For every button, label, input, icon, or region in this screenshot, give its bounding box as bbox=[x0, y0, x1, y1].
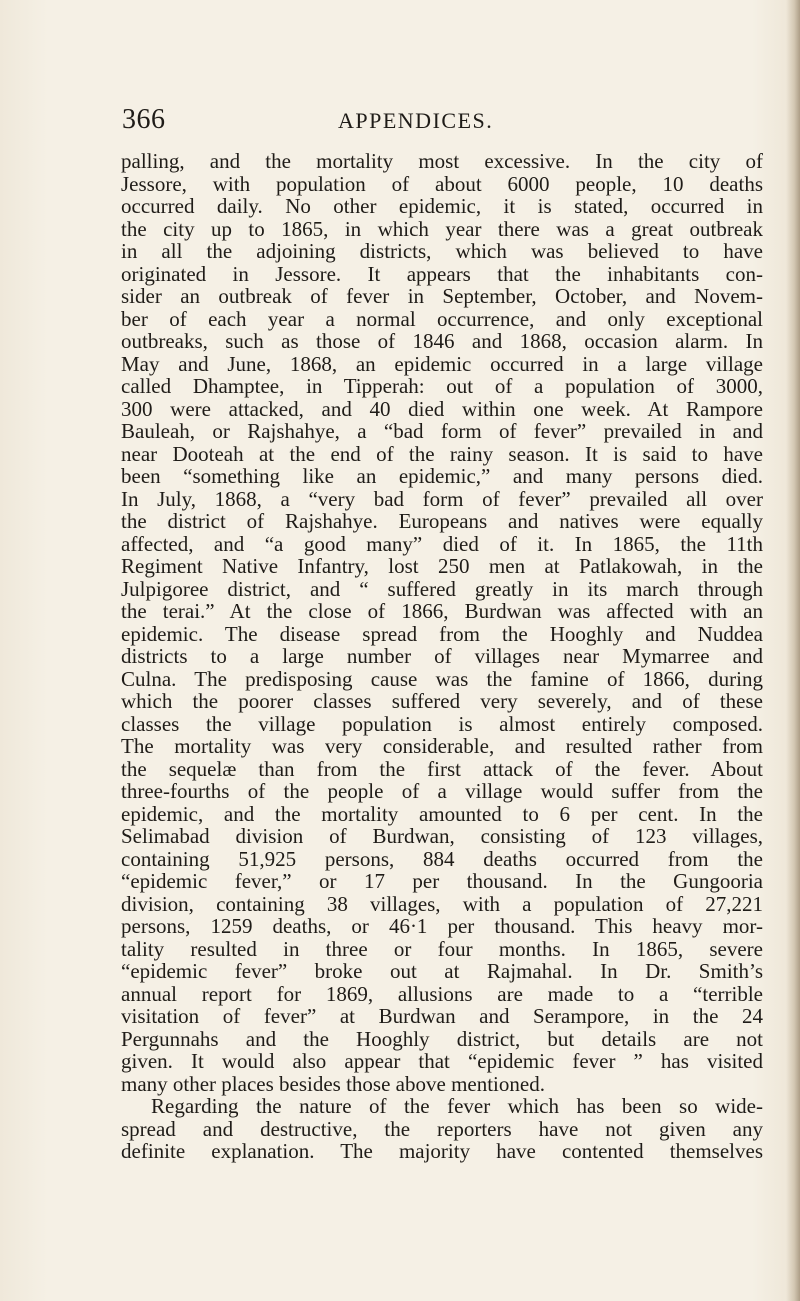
text-line: which the poorer classes suffered very severely, and of these bbox=[121, 689, 763, 713]
text-line: epidemic. The disease spread from the Hooghly and Nuddea bbox=[121, 621, 763, 646]
text-line: Culna. The predisposing cause was the famine of 1866, during bbox=[121, 666, 763, 691]
text-line: sider an outbreak of fever in September, October, and Novem- bbox=[121, 284, 763, 308]
text-line: May and June, 1868, an epidemic occurred in a large village bbox=[121, 351, 763, 376]
text-line: near Dooteah at the end of the rainy season. It is said to have bbox=[121, 441, 763, 466]
text-line: visitation of fever” at Burdwan and Serampore, in the 24 bbox=[121, 1004, 763, 1028]
page-edge-shadow bbox=[786, 0, 800, 1301]
text-line: “epidemic fever,” or 17 per thousand. In the Gungooria bbox=[121, 869, 763, 893]
text-line: definite explanation. The majority have contented themselves bbox=[121, 1139, 763, 1163]
text-line: the terai.” At the close of 1866, Burdwan was affected with an bbox=[121, 599, 763, 623]
running-head: APPENDICES. bbox=[338, 108, 494, 133]
text-line: originated in Jessore. It appears that the inhabitants con- bbox=[121, 261, 763, 286]
text-line: affected, and “a good many” died of it. In 1865, the 11th bbox=[121, 531, 763, 556]
text-line: 300 were attacked, and 40 died within one week. At Rampore bbox=[121, 396, 763, 421]
text-line: classes the village population is almost entirely composed. bbox=[121, 711, 763, 736]
page-number: 366 bbox=[122, 104, 166, 135]
text-line: containing 51,925 persons, 884 deaths occurred from the bbox=[121, 846, 763, 871]
text-line: in all the adjoining districts, which was believed to have bbox=[121, 239, 763, 263]
text-line: many other places besides those above mentioned. bbox=[121, 1071, 545, 1096]
text-line: division, containing 38 villages, with a population of 27,221 bbox=[121, 891, 763, 916]
text-line: tality resulted in three or four months. In 1865, severe bbox=[121, 936, 763, 961]
text-line: been “something like an epidemic,” and many persons died. bbox=[121, 464, 763, 488]
text-line: annual report for 1869, allusions are made to a “terrible bbox=[121, 981, 763, 1006]
text-line: Regarding the nature of the fever which has been so wide- bbox=[151, 1094, 763, 1118]
text-line: districts to a large number of villages near Mymarree and bbox=[121, 644, 763, 668]
text-line: The mortality was very considerable, and resulted rather from bbox=[121, 734, 763, 758]
text-line: Pergunnahs and the Hooghly district, but details are not bbox=[121, 1026, 763, 1051]
text-line: called Dhamptee, in Tipperah: out of a population of 3000, bbox=[121, 374, 763, 398]
text-line: “epidemic fever” broke out at Rajmahal. In Dr. Smith’s bbox=[121, 959, 763, 983]
text-line: epidemic, and the mortality amounted to 6 per cent. In the bbox=[121, 801, 763, 826]
text-line: the city up to 1865, in which year there was a great outbreak bbox=[121, 216, 763, 241]
text-line: Jessore, with population of about 6000 people, 10 deaths bbox=[121, 171, 763, 196]
text-line: spread and destructive, the reporters have not given any bbox=[121, 1116, 763, 1141]
text-line: the district of Rajshahye. Europeans and natives were equally bbox=[121, 509, 763, 533]
text-line: Julpigoree district, and “ suffered greatly in its march through bbox=[121, 576, 763, 601]
text-line: persons, 1259 deaths, or 46·1 per thousand. This heavy mor- bbox=[121, 914, 763, 938]
text-line: Bauleah, or Rajshahye, a “bad form of fever” prevailed in and bbox=[121, 419, 763, 443]
text-line: ber of each year a normal occurrence, and only exceptional bbox=[121, 306, 763, 331]
text-line: the sequelæ than from the first attack of the fever. About bbox=[121, 756, 763, 781]
text-line: Regiment Native Infantry, lost 250 men at Patlakowah, in the bbox=[121, 554, 763, 578]
text-line: outbreaks, such as those of 1846 and 1868, occasion alarm. In bbox=[121, 329, 763, 353]
text-line: In July, 1868, a “very bad form of fever” prevailed all over bbox=[121, 486, 763, 511]
text-line: Selimabad division of Burdwan, consisting of 123 villages, bbox=[121, 824, 763, 848]
page-header bbox=[122, 104, 762, 138]
text-line: three-fourths of the people of a village would suffer from the bbox=[121, 779, 763, 803]
body-text bbox=[121, 150, 763, 1163]
text-line: palling, and the mortality most excessive. In the city of bbox=[121, 149, 763, 173]
text-line: given. It would also appear that “epidemic fever ” has visited bbox=[121, 1049, 763, 1073]
text-line: occurred daily. No other epidemic, it is stated, occurred in bbox=[121, 194, 763, 218]
